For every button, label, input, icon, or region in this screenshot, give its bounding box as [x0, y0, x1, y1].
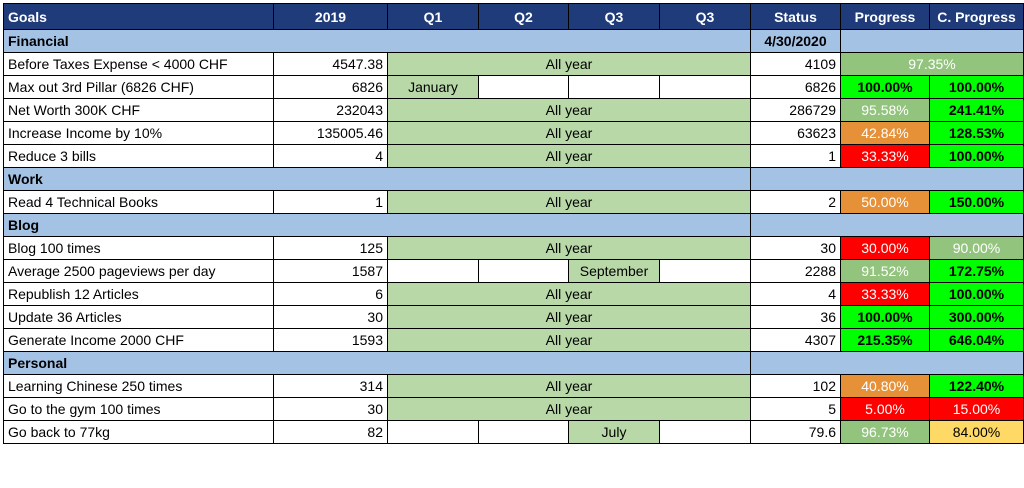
status-cell: 4109: [751, 53, 841, 76]
section-row: [4, 352, 1024, 375]
quarter-cell: [660, 260, 751, 283]
goal-cell: Max out 3rd Pillar (6826 CHF): [4, 76, 274, 99]
year-2019-cell: 1: [274, 191, 388, 214]
period-cell: All year: [388, 375, 751, 398]
table-row: [4, 145, 1024, 168]
table-row: [4, 421, 1024, 444]
progress-merged-cell: 97.35%: [841, 53, 1024, 76]
table-row: [4, 375, 1024, 398]
status-cell: 2288: [751, 260, 841, 283]
progress-cell: 50.00%: [841, 191, 930, 214]
section-empty-cell: [841, 30, 1024, 53]
table-body: [4, 30, 1024, 444]
period-cell: All year: [388, 191, 751, 214]
year-2019-cell: 30: [274, 398, 388, 421]
period-cell: All year: [388, 145, 751, 168]
goal-cell: Before Taxes Expense < 4000 CHF: [4, 53, 274, 76]
quarter-cell: [569, 76, 660, 99]
progress-cell: 30.00%: [841, 237, 930, 260]
table-row: [4, 306, 1024, 329]
section-row: [4, 30, 1024, 53]
goals-table: [3, 3, 1024, 444]
section-empty-cell: [751, 352, 1024, 375]
status-cell: 6826: [751, 76, 841, 99]
year-2019-cell: 6826: [274, 76, 388, 99]
year-2019-cell: 6: [274, 283, 388, 306]
section-title: Personal: [4, 352, 751, 375]
quarter-cell: [479, 260, 569, 283]
year-2019-cell: 82: [274, 421, 388, 444]
period-cell: All year: [388, 283, 751, 306]
cumulative-progress-cell: 172.75%: [930, 260, 1024, 283]
period-cell: All year: [388, 398, 751, 421]
cumulative-progress-cell: 100.00%: [930, 76, 1024, 99]
goal-cell: Net Worth 300K CHF: [4, 99, 274, 122]
quarter-cell: July: [569, 421, 660, 444]
header-q1: Q1: [388, 4, 479, 30]
section-row: [4, 168, 1024, 191]
progress-cell: 33.33%: [841, 283, 930, 306]
year-2019-cell: 4547.38: [274, 53, 388, 76]
period-cell: All year: [388, 99, 751, 122]
header-goals: Goals: [4, 4, 274, 30]
quarter-cell: January: [388, 76, 479, 99]
status-cell: 5: [751, 398, 841, 421]
quarter-cell: [479, 421, 569, 444]
cumulative-progress-cell: 128.53%: [930, 122, 1024, 145]
progress-cell: 100.00%: [841, 76, 930, 99]
progress-cell: 96.73%: [841, 421, 930, 444]
goal-cell: Reduce 3 bills: [4, 145, 274, 168]
goal-cell: Update 36 Articles: [4, 306, 274, 329]
table-row: [4, 329, 1024, 352]
cumulative-progress-cell: 100.00%: [930, 145, 1024, 168]
status-cell: 2: [751, 191, 841, 214]
goal-cell: Blog 100 times: [4, 237, 274, 260]
cumulative-progress-cell: 300.00%: [930, 306, 1024, 329]
table-row: [4, 122, 1024, 145]
cumulative-progress-cell: 646.04%: [930, 329, 1024, 352]
header-c-progress: C. Progress: [930, 4, 1024, 30]
goal-cell: Average 2500 pageviews per day: [4, 260, 274, 283]
progress-cell: 100.00%: [841, 306, 930, 329]
status-cell: 1: [751, 145, 841, 168]
quarter-cell: [660, 76, 751, 99]
quarter-cell: [388, 421, 479, 444]
progress-cell: 42.84%: [841, 122, 930, 145]
year-2019-cell: 314: [274, 375, 388, 398]
year-2019-cell: 1587: [274, 260, 388, 283]
progress-cell: 91.52%: [841, 260, 930, 283]
cumulative-progress-cell: 90.00%: [930, 237, 1024, 260]
status-cell: 30: [751, 237, 841, 260]
cumulative-progress-cell: 150.00%: [930, 191, 1024, 214]
cumulative-progress-cell: 15.00%: [930, 398, 1024, 421]
header-progress: Progress: [841, 4, 930, 30]
cumulative-progress-cell: 122.40%: [930, 375, 1024, 398]
cumulative-progress-cell: 84.00%: [930, 421, 1024, 444]
progress-cell: 33.33%: [841, 145, 930, 168]
goal-cell: Learning Chinese 250 times: [4, 375, 274, 398]
goal-cell: Republish 12 Articles: [4, 283, 274, 306]
section-empty-cell: [751, 214, 1024, 237]
table-row: [4, 237, 1024, 260]
section-title: Financial: [4, 30, 751, 53]
year-2019-cell: 4: [274, 145, 388, 168]
status-cell: 79.6: [751, 421, 841, 444]
status-cell: 4: [751, 283, 841, 306]
year-2019-cell: 1593: [274, 329, 388, 352]
year-2019-cell: 125: [274, 237, 388, 260]
goal-cell: Go back to 77kg: [4, 421, 274, 444]
status-cell: 36: [751, 306, 841, 329]
status-cell: 286729: [751, 99, 841, 122]
quarter-cell: [479, 76, 569, 99]
progress-cell: 5.00%: [841, 398, 930, 421]
status-cell: 4307: [751, 329, 841, 352]
period-cell: All year: [388, 53, 751, 76]
progress-cell: 95.58%: [841, 99, 930, 122]
section-empty-cell: [751, 168, 1024, 191]
period-cell: All year: [388, 329, 751, 352]
quarter-cell: [388, 260, 479, 283]
header-status: Status: [751, 4, 841, 30]
section-row: [4, 214, 1024, 237]
quarter-cell: [660, 421, 751, 444]
table-row: [4, 76, 1024, 99]
status-cell: 102: [751, 375, 841, 398]
goal-cell: Go to the gym 100 times: [4, 398, 274, 421]
header-q3: Q3: [569, 4, 660, 30]
table-row: [4, 260, 1024, 283]
section-title: Blog: [4, 214, 751, 237]
progress-cell: 40.80%: [841, 375, 930, 398]
table-row: [4, 191, 1024, 214]
year-2019-cell: 232043: [274, 99, 388, 122]
table-row: [4, 283, 1024, 306]
year-2019-cell: 30: [274, 306, 388, 329]
period-cell: All year: [388, 237, 751, 260]
status-date: 4/30/2020: [751, 30, 841, 53]
period-cell: All year: [388, 122, 751, 145]
table-row: [4, 53, 1024, 76]
goal-cell: Generate Income 2000 CHF: [4, 329, 274, 352]
year-2019-cell: 135005.46: [274, 122, 388, 145]
goal-cell: Increase Income by 10%: [4, 122, 274, 145]
period-cell: All year: [388, 306, 751, 329]
section-title: Work: [4, 168, 751, 191]
goal-cell: Read 4 Technical Books: [4, 191, 274, 214]
cumulative-progress-cell: 100.00%: [930, 283, 1024, 306]
table-row: [4, 99, 1024, 122]
header-q2: Q2: [479, 4, 569, 30]
table-row: [4, 398, 1024, 421]
cumulative-progress-cell: 241.41%: [930, 99, 1024, 122]
progress-cell: 215.35%: [841, 329, 930, 352]
header-row: [4, 4, 1024, 30]
quarter-cell: September: [569, 260, 660, 283]
header-2019: 2019: [274, 4, 388, 30]
header-q3-second: Q3: [660, 4, 751, 30]
status-cell: 63623: [751, 122, 841, 145]
